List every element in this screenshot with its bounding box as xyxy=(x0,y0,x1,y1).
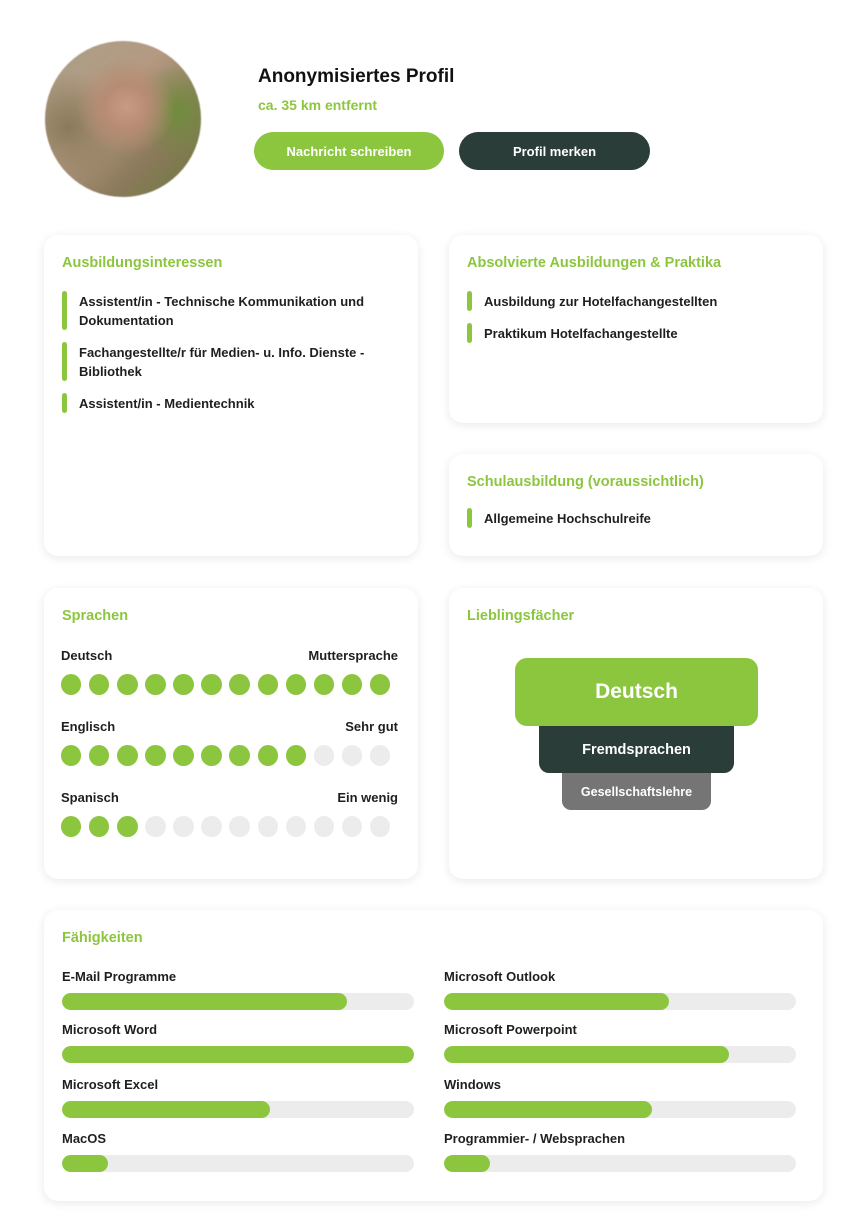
favorite-subject-2: Fremdsprachen xyxy=(539,726,734,773)
list-item xyxy=(467,508,807,528)
skill-track xyxy=(444,993,796,1010)
level-dot-filled xyxy=(370,674,390,695)
list-item xyxy=(467,323,807,343)
skill-label: Microsoft Powerpoint xyxy=(444,1022,577,1037)
level-dot-filled xyxy=(173,674,193,695)
interests-card xyxy=(44,235,418,556)
skill-track xyxy=(444,1101,796,1118)
language-row xyxy=(61,790,398,837)
interests-list xyxy=(62,291,402,425)
school-card xyxy=(449,454,823,556)
list-item xyxy=(62,342,402,381)
language-level-dots xyxy=(61,745,398,766)
skill-item xyxy=(444,1022,796,1063)
skills-card xyxy=(44,910,823,1201)
level-dot-empty xyxy=(342,745,362,766)
language-row xyxy=(61,719,398,766)
favorite-subject-1: Deutsch xyxy=(515,658,758,726)
list-bullet xyxy=(62,342,67,381)
language-name: Deutsch xyxy=(61,648,113,663)
skill-item xyxy=(444,1131,796,1172)
level-dot-empty xyxy=(314,745,334,766)
skill-track xyxy=(444,1046,796,1063)
languages-card xyxy=(44,588,418,879)
level-dot-filled xyxy=(229,745,249,766)
level-dot-filled xyxy=(145,674,165,695)
skill-item xyxy=(62,1077,414,1118)
language-level: Ein wenig xyxy=(337,790,398,805)
school-list xyxy=(467,508,807,540)
favorites-card xyxy=(449,588,823,879)
skill-fill xyxy=(444,993,669,1010)
level-dot-empty xyxy=(258,816,278,837)
completed-title: Absolvierte Ausbildungen & Praktika xyxy=(467,255,722,271)
list-bullet xyxy=(467,508,472,528)
list-item-label: Allgemeine Hochschulreife xyxy=(484,511,651,526)
language-level-dots xyxy=(61,674,398,695)
profile-name: Anonymisiertes Profil xyxy=(258,66,455,87)
list-item-label: Fachangestellte/r für Medien- u. Info. Dienste - Bibliothek xyxy=(79,345,365,379)
skill-item xyxy=(62,1022,414,1063)
avatar xyxy=(45,41,201,197)
level-dot-filled xyxy=(173,745,193,766)
skill-item xyxy=(62,1131,414,1172)
level-dot-filled xyxy=(117,816,137,837)
completed-card xyxy=(449,235,823,423)
skill-label: Microsoft Excel xyxy=(62,1077,159,1092)
level-dot-filled xyxy=(61,745,81,766)
skill-fill xyxy=(62,1101,270,1118)
completed-list xyxy=(467,291,807,355)
language-name: Spanisch xyxy=(61,790,119,805)
list-item-label: Assistent/in - Medientechnik xyxy=(79,396,255,411)
level-dot-filled xyxy=(342,674,362,695)
write-message-button[interactable]: Nachricht schreiben xyxy=(254,132,444,170)
level-dot-empty xyxy=(173,816,193,837)
list-item-label: Assistent/in - Technische Kommunikation und Dokumentation xyxy=(79,294,365,328)
level-dot-filled xyxy=(61,816,81,837)
skill-item xyxy=(444,969,796,1010)
level-dot-empty xyxy=(342,816,362,837)
list-item xyxy=(62,393,402,413)
level-dot-filled xyxy=(117,745,137,766)
level-dot-filled xyxy=(201,674,221,695)
level-dot-empty xyxy=(286,816,306,837)
level-dot-empty xyxy=(314,816,334,837)
level-dot-filled xyxy=(89,745,109,766)
level-dot-filled xyxy=(61,674,81,695)
list-bullet xyxy=(62,393,67,413)
skill-label: Windows xyxy=(444,1077,501,1092)
skill-label: Programmier- / Websprachen xyxy=(444,1131,626,1146)
languages-title: Sprachen xyxy=(62,608,129,624)
level-dot-filled xyxy=(229,674,249,695)
language-level-dots xyxy=(61,816,398,837)
interests-title: Ausbildungsinteressen xyxy=(62,255,223,271)
skill-item xyxy=(444,1077,796,1118)
level-dot-filled xyxy=(286,745,306,766)
level-dot-filled xyxy=(89,816,109,837)
favorite-subject-3: Gesellschaftslehre xyxy=(562,773,711,810)
level-dot-filled xyxy=(145,745,165,766)
skill-item xyxy=(62,969,414,1010)
level-dot-empty xyxy=(229,816,249,837)
skill-label: E-Mail Programme xyxy=(62,969,177,984)
skill-fill xyxy=(62,1046,414,1063)
list-bullet xyxy=(62,291,67,330)
language-row xyxy=(61,648,398,695)
level-dot-filled xyxy=(286,674,306,695)
language-name: Englisch xyxy=(61,719,116,734)
skill-label: MacOS xyxy=(62,1131,107,1146)
skill-fill xyxy=(62,993,347,1010)
list-item-label: Ausbildung zur Hotelfachangestellten xyxy=(484,294,718,309)
level-dot-empty xyxy=(370,816,390,837)
level-dot-empty xyxy=(145,816,165,837)
level-dot-filled xyxy=(258,745,278,766)
level-dot-filled xyxy=(89,674,109,695)
skill-fill xyxy=(444,1155,490,1172)
language-level: Muttersprache xyxy=(308,648,398,663)
list-bullet xyxy=(467,291,472,311)
school-title: Schulausbildung (voraussichtlich) xyxy=(467,474,704,490)
skill-track xyxy=(62,1046,414,1063)
list-item-label: Praktikum Hotelfachangestellte xyxy=(484,326,678,341)
skill-label: Microsoft Outlook xyxy=(444,969,556,984)
level-dot-filled xyxy=(258,674,278,695)
skill-track xyxy=(62,993,414,1010)
save-profile-button[interactable]: Profil merken xyxy=(459,132,650,170)
skill-track xyxy=(62,1101,414,1118)
skill-label: Microsoft Word xyxy=(62,1022,158,1037)
level-dot-filled xyxy=(201,745,221,766)
list-bullet xyxy=(467,323,472,343)
skill-fill xyxy=(444,1046,729,1063)
language-level: Sehr gut xyxy=(345,719,398,734)
skill-fill xyxy=(62,1155,108,1172)
profile-distance: ca. 35 km entfernt xyxy=(258,97,378,113)
skill-fill xyxy=(444,1101,652,1118)
level-dot-filled xyxy=(314,674,334,695)
skill-track xyxy=(62,1155,414,1172)
skills-title: Fähigkeiten xyxy=(62,930,143,946)
favorites-title: Lieblingsfächer xyxy=(467,608,575,624)
level-dot-filled xyxy=(117,674,137,695)
list-item xyxy=(467,291,807,311)
list-item xyxy=(62,291,402,330)
level-dot-empty xyxy=(201,816,221,837)
skill-track xyxy=(444,1155,796,1172)
level-dot-empty xyxy=(370,745,390,766)
